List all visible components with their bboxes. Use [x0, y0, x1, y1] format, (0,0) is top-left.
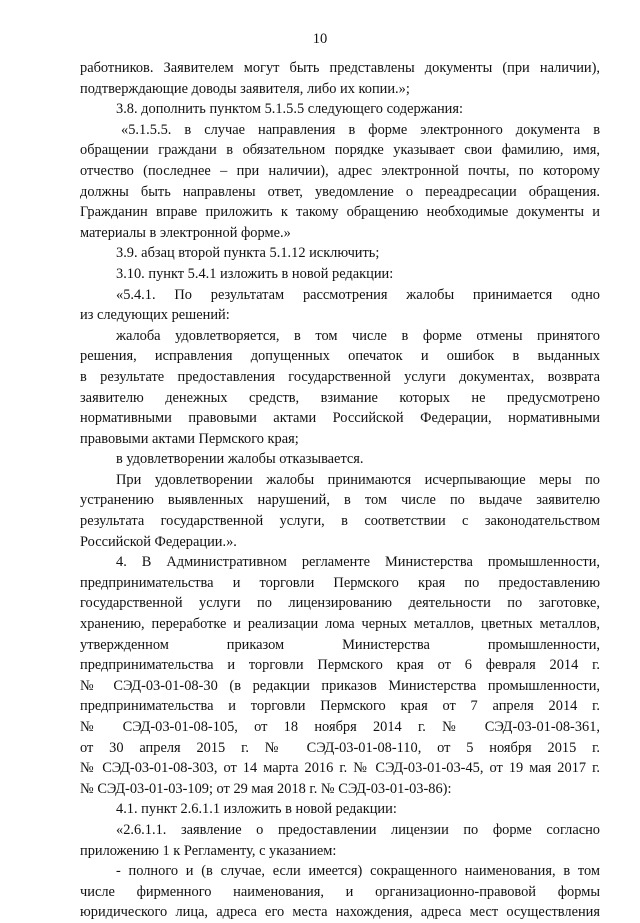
document-body	[80, 58, 600, 923]
page-number: 10	[312, 31, 328, 47]
text-line: 4.1. пункт 2.6.1.1 изложить в новой редакции:	[116, 801, 397, 818]
text-line: 4. В Административном регламенте Министерства промышленности,	[116, 554, 600, 571]
text-line: «5.1.5.5. в случае направления в форме электронного документа в	[121, 121, 600, 138]
text-line: материалы в электронной форме.»	[80, 224, 291, 241]
text-line: обращении граждани в обязательном порядке указывает свои фамилию, имя,	[80, 142, 600, 159]
text-line: «5.4.1. По результатам рассмотрения жалобы принимается одно	[116, 286, 600, 303]
text-line: 3.10. пункт 5.4.1 изложить в новой редакции:	[116, 265, 394, 282]
text-line: нормативными правовыми актами Российской Федерации, нормативными	[80, 410, 600, 427]
text-line: в результате предоставления государственной услуги документах, возврата	[80, 368, 600, 385]
text-line: - полного и (в случае, если имеется) сокращенного наименования, в том	[116, 863, 600, 880]
text-line: Российской Федерации.».	[80, 533, 237, 550]
text-line: решения, исправления допущенных опечаток и ошибок в выданных	[80, 348, 600, 365]
text-line: «2.6.1.1. заявление о предоставлении лицензии по форме согласно	[116, 821, 600, 838]
text-line: в удовлетворении жалобы отказывается.	[116, 451, 364, 468]
text-line: предпринимательства и торговли Пермского края от 7 апреля 2014 г.	[80, 698, 600, 715]
text-line: утвержденном приказом Министерства промышленности,	[80, 636, 600, 653]
text-line: заявителю денежных средств, взимание которых не предусмотрено	[80, 389, 600, 406]
text-line: правовыми актами Пермского края;	[80, 430, 299, 447]
text-line: 3.9. абзац второй пункта 5.1.12 исключить;	[116, 245, 380, 262]
text-line: жалоба удовлетворяется, в том числе в форме отмены принятого	[116, 327, 600, 344]
text-line: государственной услуги по лицензированию деятельности по заготовке,	[80, 595, 600, 612]
text-line: № СЭД-03-01-08-30 (в редакции приказов Министерства промышленности,	[80, 677, 600, 694]
text-line: устранению выявленных нарушений, в том числе по выдаче заявителю	[80, 492, 600, 509]
text-line: результата государственной услуги, в соответствии с законодательством	[80, 513, 600, 530]
text-line: подтверждающие доводы заявителя, либо их копии.»;	[80, 80, 410, 97]
text-line: Гражданин вправе приложить к такому обращению необходимые документы и	[80, 204, 600, 221]
text-line: хранению, переработке и реализации лома черных металлов, цветных металлов,	[80, 616, 600, 633]
text-line: должны быть направлены ответ, уведомление о переадресации обращения.	[80, 183, 600, 200]
text-line: № СЭД-03-01-03-109; от 29 мая 2018 г. № СЭД-03-01-03-86):	[80, 780, 452, 797]
text-line: приложению 1 к Регламенту, с указанием:	[80, 842, 337, 859]
text-line: № СЭД-03-01-08-303, от 14 марта 2016 г. № СЭД-03-01-03-45, от 19 мая 2017 г.	[80, 760, 600, 777]
text-line: № СЭД-03-01-08-105, от 18 ноября 2014 г. № СЭД-03-01-08-361,	[80, 719, 600, 735]
text-line: отчество (последнее – при наличии), адрес электронной почты, по которому	[80, 162, 600, 179]
text-line: предпринимательства и торговли Пермского края по предоставлению	[80, 574, 600, 591]
text-line: При удовлетворении жалобы принимаются исчерпывающие меры по	[116, 471, 600, 488]
text-line: работников. Заявителем могут быть представлены документы (при наличии),	[80, 60, 600, 76]
text-line: числе фирменного наименования, и организационно-правовой формы	[80, 883, 600, 900]
text-line: из следующих решений:	[80, 307, 230, 324]
text-line: 3.8. дополнить пунктом 5.1.5.5 следующего содержания:	[116, 101, 463, 118]
text-line: юридического лица, адреса его места нахождения, адреса мест осуществления	[80, 904, 600, 921]
text-line: от 30 апреля 2015 г. № СЭД-03-01-08-110, от 5 ноября 2015 г.	[80, 739, 600, 756]
text-line: предпринимательства и торговли Пермского края от 6 февраля 2014 г.	[80, 657, 600, 674]
